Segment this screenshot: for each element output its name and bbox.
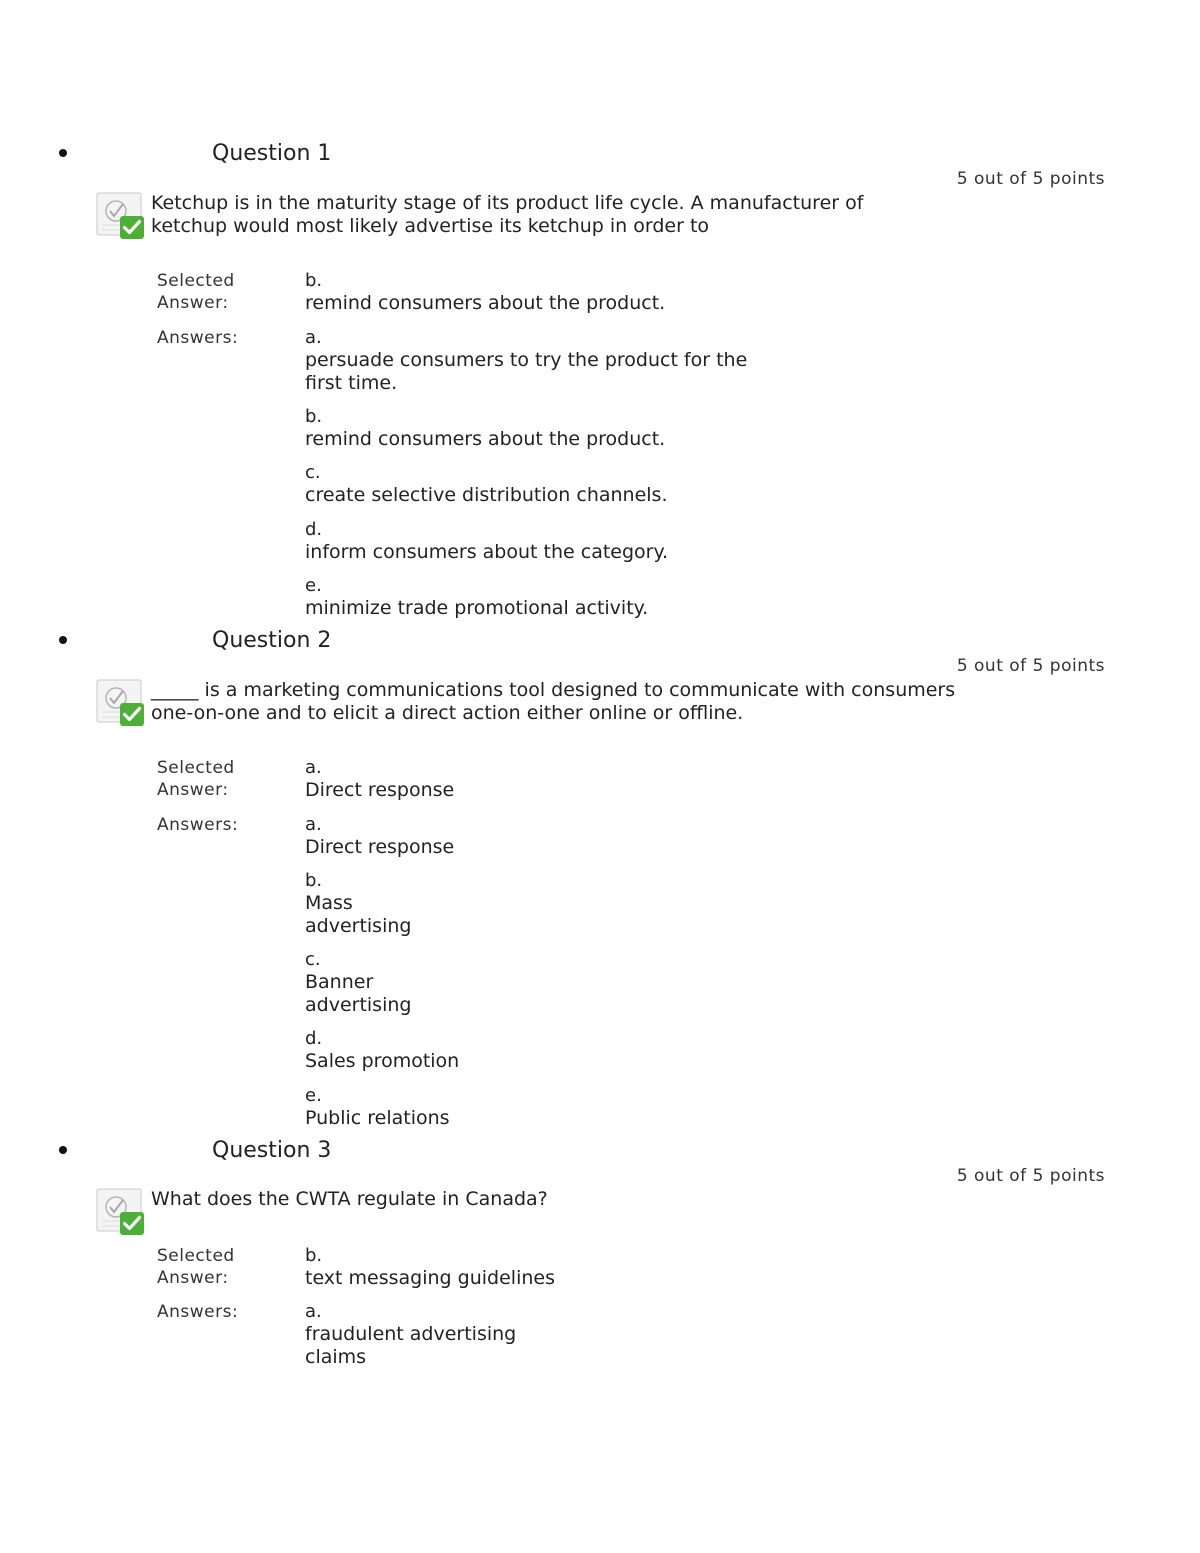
answer-letter: d. <box>305 519 323 540</box>
answer-letter: b. <box>305 270 323 291</box>
answer-letter: e. <box>305 575 322 596</box>
answer-option <box>305 1301 535 1369</box>
answer-text: Direct response <box>305 836 455 858</box>
answer-option <box>305 1028 775 1073</box>
selected-answer-label: Selected Answer: <box>157 1246 235 1288</box>
correct-check-icon <box>96 192 146 240</box>
answer-option <box>305 327 775 395</box>
answer-letter: b. <box>305 870 323 891</box>
answer-option <box>305 519 775 564</box>
answer-letter: a. <box>305 327 322 348</box>
points-score: 5 out of 5 points <box>956 656 1105 676</box>
answer-text: remind consumers about the product. <box>305 428 666 450</box>
answer-letter: b. <box>305 1245 323 1266</box>
selected-answer <box>305 1245 775 1290</box>
question-text: Ketchup is in the maturity stage of its product life cycle. A manufacturer of ketchup would most likely advertise its ketchup in order to <box>151 192 864 237</box>
answer-option <box>305 814 775 859</box>
answer-text: create selective distribution channels. <box>305 484 668 506</box>
answer-option <box>305 575 775 620</box>
question-title: Question 3 <box>212 1138 332 1163</box>
selected-answer <box>305 270 775 315</box>
answer-letter: a. <box>305 1301 322 1322</box>
answer-text: fraudulent advertising claims <box>305 1323 517 1368</box>
answer-text: Banner advertising <box>305 971 412 1016</box>
answer-letter: a. <box>305 814 322 835</box>
points-score: 5 out of 5 points <box>956 1166 1105 1186</box>
answers-label: Answers: <box>157 815 239 835</box>
answer-text: Sales promotion <box>305 1050 460 1072</box>
points-score: 5 out of 5 points <box>956 169 1105 189</box>
answer-option <box>305 870 430 938</box>
answers-label: Answers: <box>157 328 239 348</box>
answer-letter: a. <box>305 757 322 778</box>
selected-answer-label: Selected Answer: <box>157 271 235 313</box>
answer-text: Mass advertising <box>305 892 412 937</box>
answer-text: remind consumers about the product. <box>305 292 666 314</box>
answer-letter: d. <box>305 1028 323 1049</box>
answer-option <box>305 462 775 507</box>
answer-text: Direct response <box>305 779 455 801</box>
bullet <box>59 1146 67 1154</box>
answer-text: minimize trade promotional activity. <box>305 597 649 619</box>
correct-check-icon <box>96 679 146 727</box>
answers-label: Answers: <box>157 1302 239 1322</box>
answer-letter: c. <box>305 949 321 970</box>
question-title: Question 1 <box>212 141 332 166</box>
answer-text: inform consumers about the category. <box>305 541 669 563</box>
answer-option <box>305 1085 775 1130</box>
answer-text: text messaging guidelines <box>305 1267 555 1289</box>
question-title: Question 2 <box>212 628 332 653</box>
answer-letter: c. <box>305 462 321 483</box>
answer-text: persuade consumers to try the product for the first time. <box>305 349 748 394</box>
question-text: _____ is a marketing communications tool designed to communicate with consumers one-on-one and to elicit a direct action either online or offline. <box>151 679 956 724</box>
answer-letter: b. <box>305 406 323 427</box>
bullet <box>59 149 67 157</box>
answer-option <box>305 406 775 451</box>
selected-answer <box>305 757 775 802</box>
bullet <box>59 636 67 644</box>
answer-text: Public relations <box>305 1107 450 1129</box>
question-text: What does the CWTA regulate in Canada? <box>151 1188 548 1210</box>
correct-check-icon <box>96 1188 146 1236</box>
answer-option <box>305 949 430 1017</box>
answer-letter: e. <box>305 1085 322 1106</box>
selected-answer-label: Selected Answer: <box>157 758 235 800</box>
